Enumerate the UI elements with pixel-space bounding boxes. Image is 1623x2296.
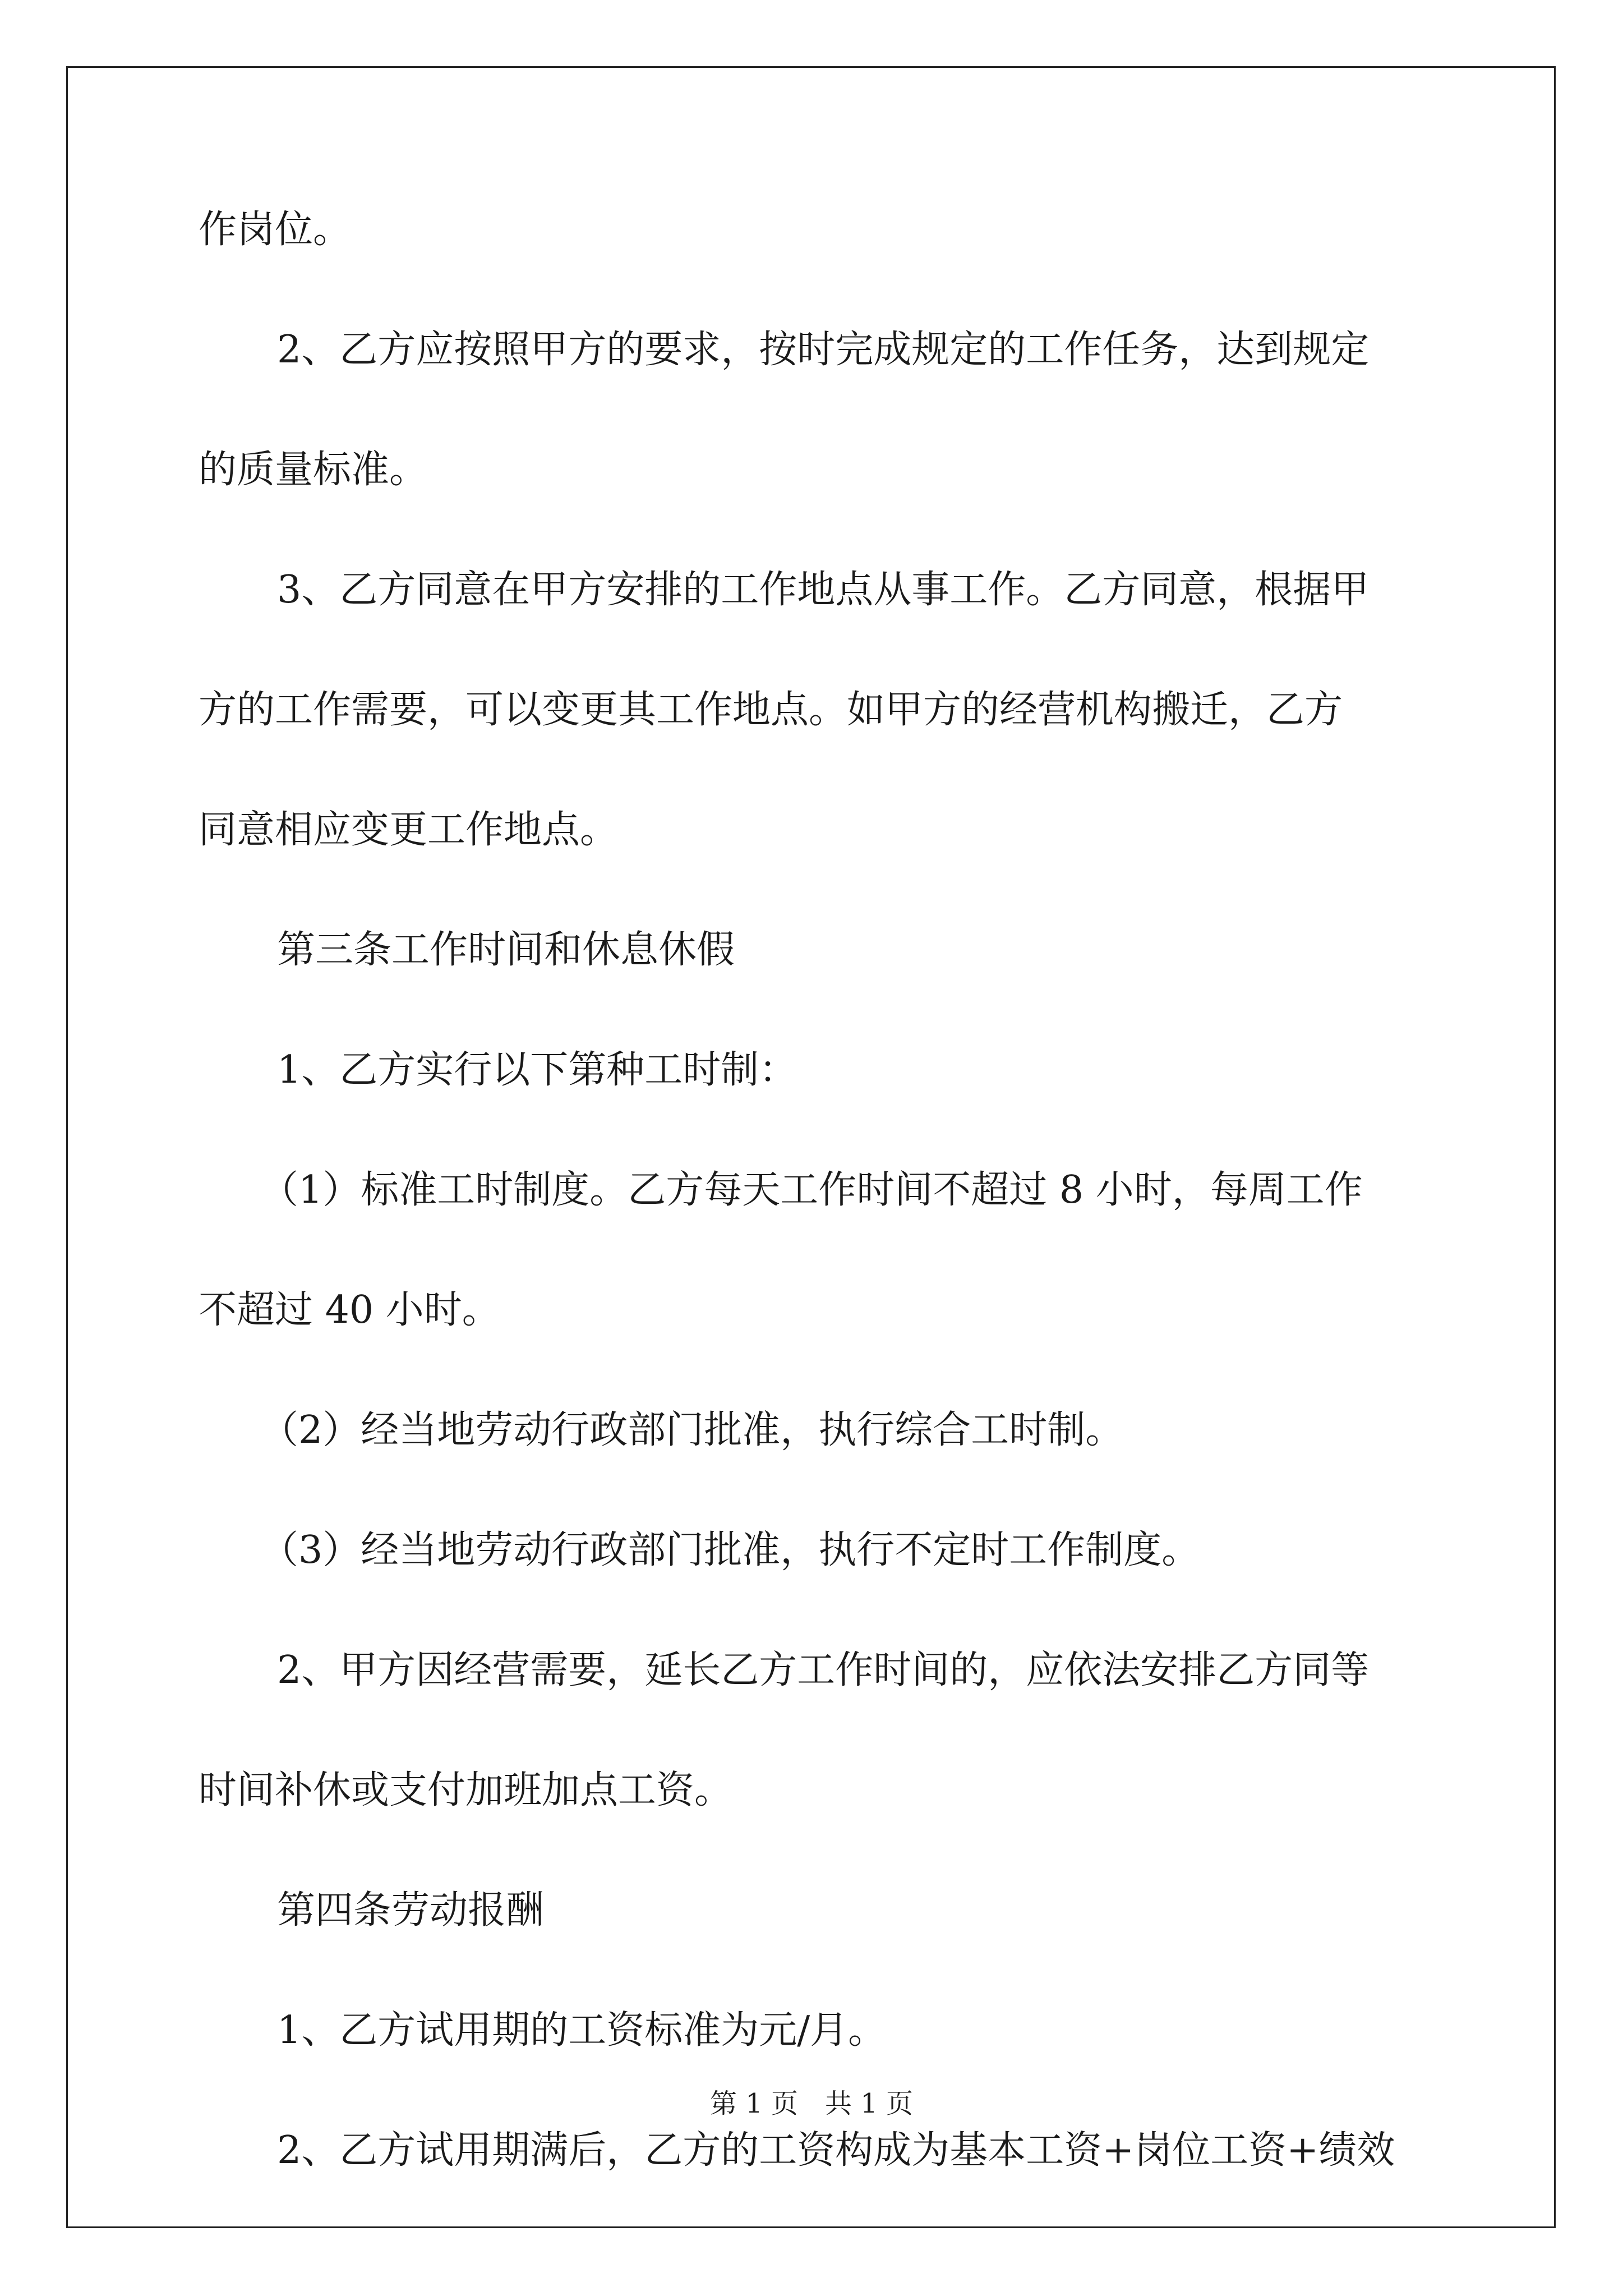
text-line: 1、乙方试用期的工资标准为元/月。 [277,2008,887,2053]
section-heading: 第四条劳动报酬 [277,1888,545,1932]
section-heading: 第三条工作时间和休息休假 [277,928,735,972]
text-line: （1）标准工时制度。乙方每天工作时间不超过 8 小时，每周工作 [260,1168,1363,1212]
text-line: 3、乙方同意在甲方安排的工作地点从事工作。乙方同意，根据甲 [277,568,1370,612]
text-line: 同意相应变更工作地点。 [199,808,619,852]
text-line: 2、乙方应按照甲方的要求，按时完成规定的工作任务，达到规定 [277,328,1370,372]
text-line: 1、乙方实行以下第种工时制： [277,1048,797,1092]
text-line: （2）经当地劳动行政部门批准，执行综合工时制。 [260,1408,1124,1452]
text-line: 2、乙方试用期满后，乙方的工资构成为基本工资+岗位工资+绩效 [277,2128,1395,2173]
text-line: （3）经当地劳动行政部门批准，执行不定时工作制度。 [260,1528,1200,1572]
page-number: 第 1 页 共 1 页 [709,2088,914,2119]
text-line: 不超过 40 小时。 [199,1288,500,1332]
text-line: 方的工作需要，可以变更其工作地点。如甲方的经营机构搬迁，乙方 [199,688,1343,732]
text-line: 作岗位。 [199,208,352,252]
text-line: 2、甲方因经营需要，延长乙方工作时间的，应依法安排乙方同等 [277,1648,1370,1692]
text-line: 时间补休或支付加班加点工资。 [199,1768,733,1812]
text-line: 的质量标准。 [199,448,428,492]
